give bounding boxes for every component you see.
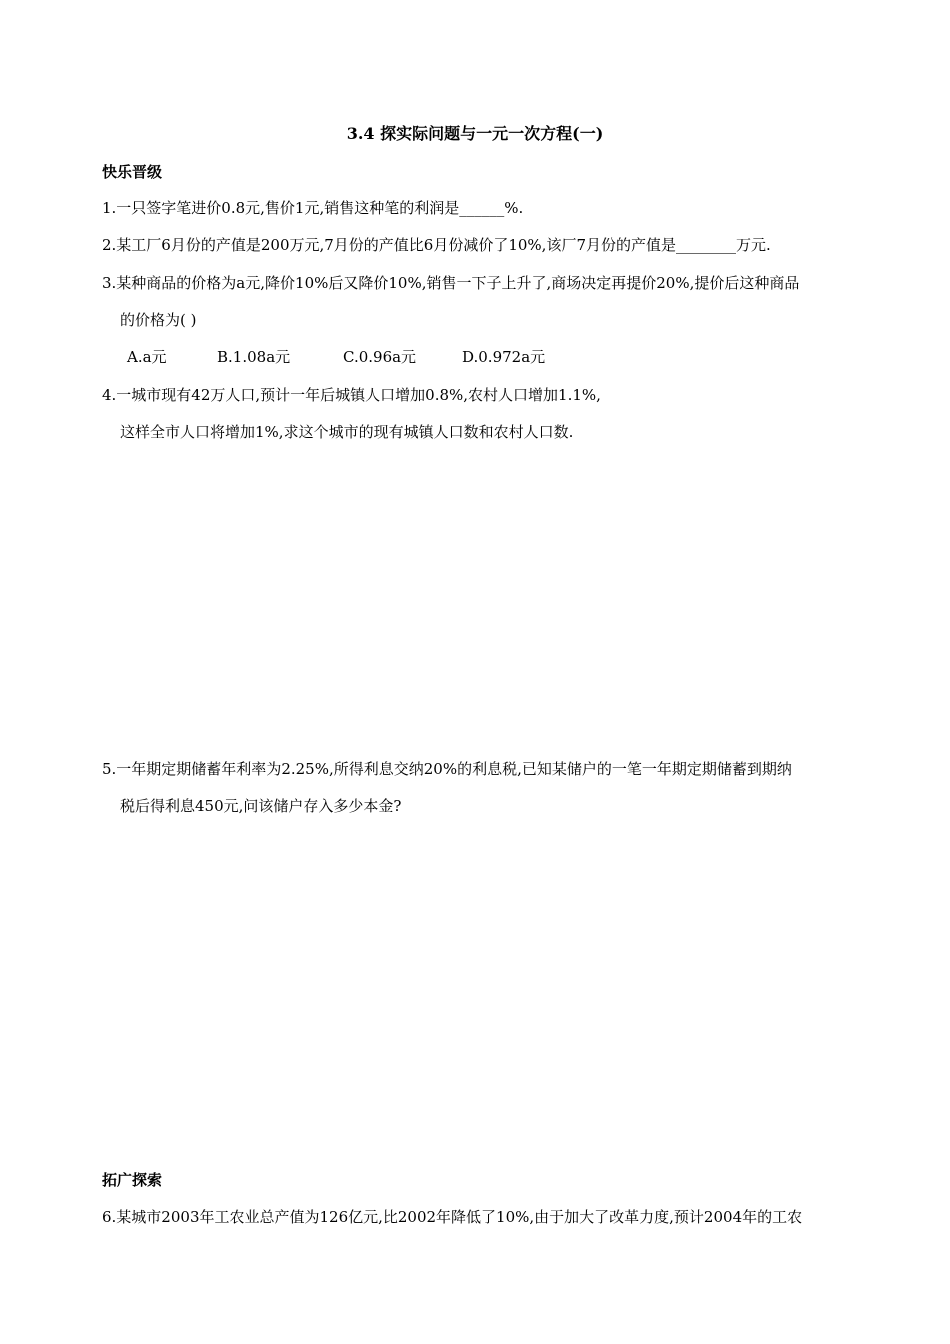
option-a: A.a元 [127, 348, 167, 366]
option-c: C.0.96a元 [343, 348, 417, 366]
question-5-line-1: 5.一年期定期储蓄年利率为2.25%,所得利息交纳20%的利息税,已知某储户的一笔一年期定期储蓄到期纳 [102, 760, 792, 778]
question-3-line-1: 3.某种商品的价格为a元,降价10%后又降价10%,销售一下子上升了,商场决定再提价20%,提价后这种商品 [102, 274, 800, 292]
question-1: 1.一只签字笔进价0.8元,售价1元,销售这种笔的利润是______%. [102, 199, 524, 217]
section-heading-extension: 拓广探索 [102, 1171, 163, 1189]
question-3-line-2: 的价格为( ) [120, 311, 197, 329]
option-d: D.0.972a元 [462, 348, 546, 366]
question-2: 2.某工厂6月份的产值是200万元,7月份的产值比6月份减价了10%,该厂7月份的产值是________万元. [102, 236, 771, 254]
question-5-line-2: 税后得利息450元,问该储户存入多少本金? [120, 797, 402, 815]
question-6-line-1: 6.某城市2003年工农业总产值为126亿元,比2002年降低了10%,由于加大了改革力度,预计2004年的工农 [102, 1208, 803, 1226]
section-heading-happy-advance: 快乐晋级 [102, 163, 163, 181]
option-b: B.1.08a元 [217, 348, 291, 366]
question-4-line-1: 4.一城市现有42万人口,预计一年后城镇人口增加0.8%,农村人口增加1.1%, [102, 386, 601, 404]
page-title: 3.4 探实际问题与一元一次方程(一) [346, 124, 604, 143]
question-4-line-2: 这样全市人口将增加1%,求这个城市的现有城镇人口数和农村人口数. [120, 423, 574, 441]
